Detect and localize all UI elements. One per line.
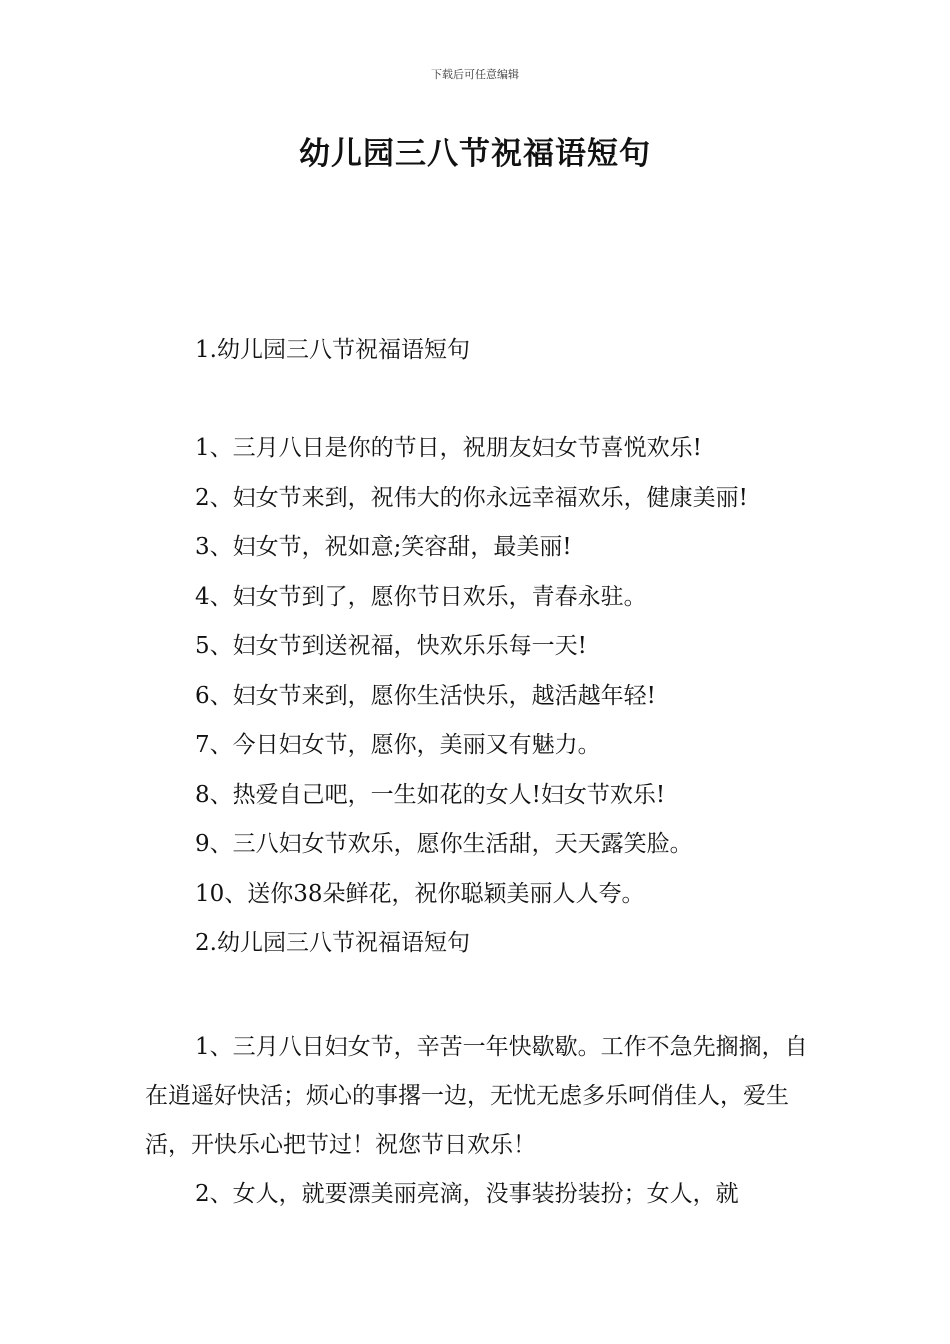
- list-item: 5、妇女节到送祝福，快欢乐乐每一天!: [195, 633, 587, 659]
- document-title: 幼儿园三八节祝福语短句: [299, 136, 651, 172]
- list-item: 8、热爱自己吧，一生如花的女人!妇女节欢乐!: [195, 781, 666, 808]
- list-item: 9、三八妇女节欢乐，愿你生活甜，天天露笑脸。: [195, 831, 693, 857]
- section-1: [145, 326, 810, 376]
- list-item: 4、妇女节到了，愿你节日欢乐，青春永驻。: [195, 583, 647, 610]
- paragraph: 1、三月八日妇女节，辛苦一年快歇歇。工作不急先搁搁，自在逍遥好快活；烦心的事撂一边，无忧无虑多乐呵俏佳人，爱生活，开快乐心把节过！祝您节日欢乐！: [145, 1034, 808, 1158]
- section-2-heading: 2.幼儿园三八节祝福语短句: [195, 930, 470, 956]
- list-item: 2、妇女节来到，祝伟大的你永远幸福欢乐，健康美丽!: [195, 484, 748, 511]
- section-1-list: [145, 424, 810, 969]
- section-1-heading: 1.幼儿园三八节祝福语短句: [195, 337, 470, 363]
- list-item: 10、送你38朵鲜花，祝你聪颖美丽人人夸。: [195, 880, 645, 907]
- list-item: 3、妇女节，祝如意;笑容甜，最美丽!: [195, 534, 572, 560]
- section-2-body: [145, 1023, 810, 1219]
- paragraph: 2、女人，就要漂美丽亮滴，没事装扮装扮；女人，就: [195, 1181, 739, 1207]
- list-item: 6、妇女节来到，愿你生活快乐，越活越年轻!: [195, 682, 656, 709]
- list-item: 1、三月八日是你的节日，祝朋友妇女节喜悦欢乐!: [195, 435, 702, 461]
- header-note: 下载后可任意编辑: [431, 68, 519, 81]
- list-item: 7、今日妇女节，愿你，美丽又有魅力。: [195, 732, 601, 758]
